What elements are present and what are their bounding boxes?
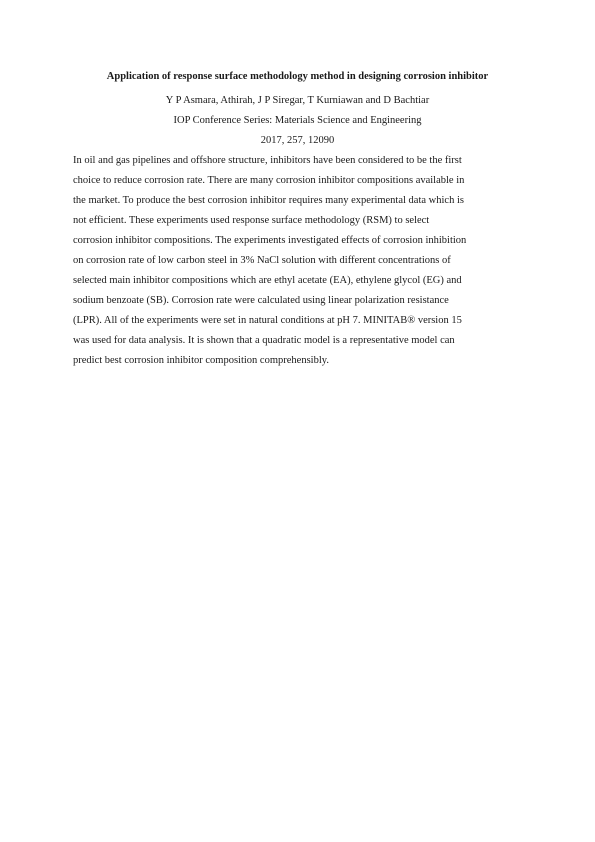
paper-abstract [73, 154, 533, 374]
paper-authors: Y P Asmara, Athirah, J P Siregar, T Kurniawan and D Bachtiar [165, 95, 430, 106]
abstract-line: was used for data analysis. It is shown that a quadratic model is a representative model can [73, 335, 455, 346]
abstract-line: on corrosion rate of low carbon steel in 3% NaCl solution with different concentrations of [73, 255, 451, 266]
abstract-line: (LPR). All of the experiments were set in natural conditions at pH 7. MINITAB® version 15 [73, 315, 462, 326]
abstract-line: not efficient. These experiments used response surface methodology (RSM) to select [73, 215, 430, 226]
paper-title: Application of response surface methodology method in designing corrosion inhibitor [106, 71, 489, 82]
paper-citation: 2017, 257, 12090 [260, 135, 335, 146]
abstract-line: In oil and gas pipelines and offshore structure, inhibitors have been considered to be the first [73, 155, 462, 166]
abstract-line: corrosion inhibitor compositions. The experiments investigated effects of corrosion inhibition [73, 235, 467, 246]
abstract-line: choice to reduce corrosion rate. There are many corrosion inhibitor compositions available in [73, 175, 465, 186]
paper-venue: IOP Conference Series: Materials Science and Engineering [173, 115, 422, 126]
abstract-line: predict best corrosion inhibitor composition comprehensibly. [73, 355, 329, 366]
abstract-line: the market. To produce the best corrosion inhibitor requires many experimental data which is [73, 195, 464, 206]
abstract-line: sodium benzoate (SB). Corrosion rate were calculated using linear polarization resistance [73, 295, 449, 306]
abstract-line: selected main inhibitor compositions which are ethyl acetate (EA), ethylene glycol (EG) and [73, 275, 462, 286]
